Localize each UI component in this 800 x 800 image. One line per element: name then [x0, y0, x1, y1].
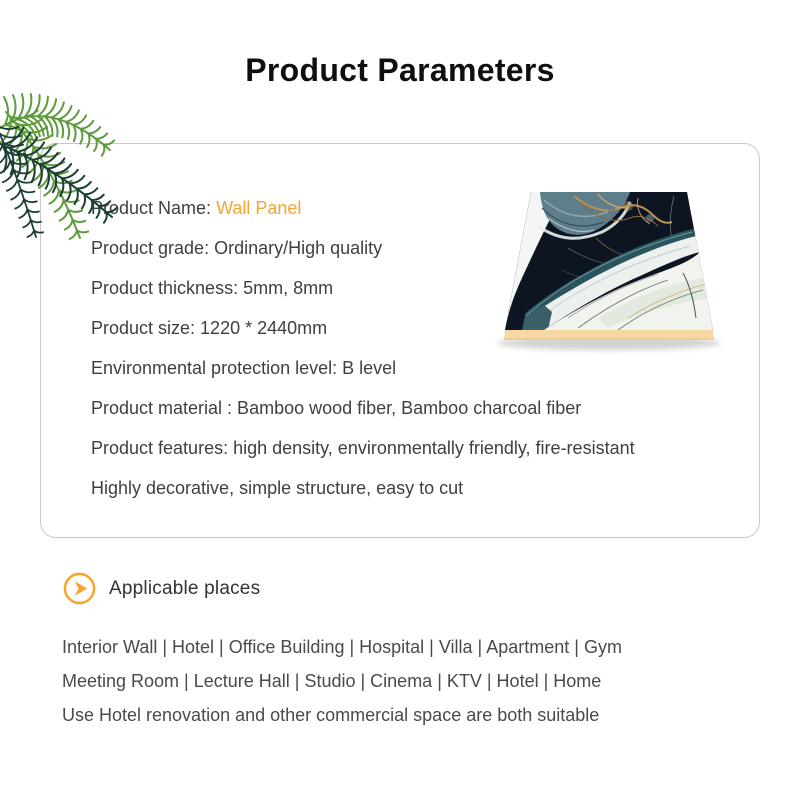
places-line: Use Hotel renovation and other commercial space are both suitable — [62, 705, 600, 725]
arrow-circle-icon — [63, 572, 96, 605]
spec-row: Product thickness: 5mm, 8mm — [91, 278, 334, 298]
spec-row: Product size: 1220 * 2440mm — [91, 318, 328, 338]
spec-row: Product grade: Ordinary/High quality — [91, 238, 383, 258]
marble-panel-product-image — [478, 178, 748, 368]
spec-label: Product Name: — [91, 198, 212, 218]
applicable-places-text — [62, 630, 752, 732]
places-line: Meeting Room | Lecture Hall | Studio | Cinema | KTV | Hotel | Home — [62, 671, 602, 691]
spec-row: Product material : Bamboo wood fiber, Bamboo charcoal fiber — [91, 398, 582, 418]
page-title: Product Parameters — [245, 52, 555, 88]
places-line: Interior Wall | Hotel | Office Building | Hospital | Villa | Apartment | Gym — [62, 637, 622, 657]
spec-row: Highly decorative, simple structure, easy to cut — [91, 478, 464, 498]
spec-row: Environmental protection level: B level — [91, 358, 397, 378]
applicable-places-header — [63, 572, 260, 605]
section-heading: Applicable places — [109, 577, 261, 599]
spec-row: Product features: high density, environmentally friendly, fire-resistant — [91, 438, 635, 458]
product-name-value: Wall Panel — [216, 198, 302, 218]
